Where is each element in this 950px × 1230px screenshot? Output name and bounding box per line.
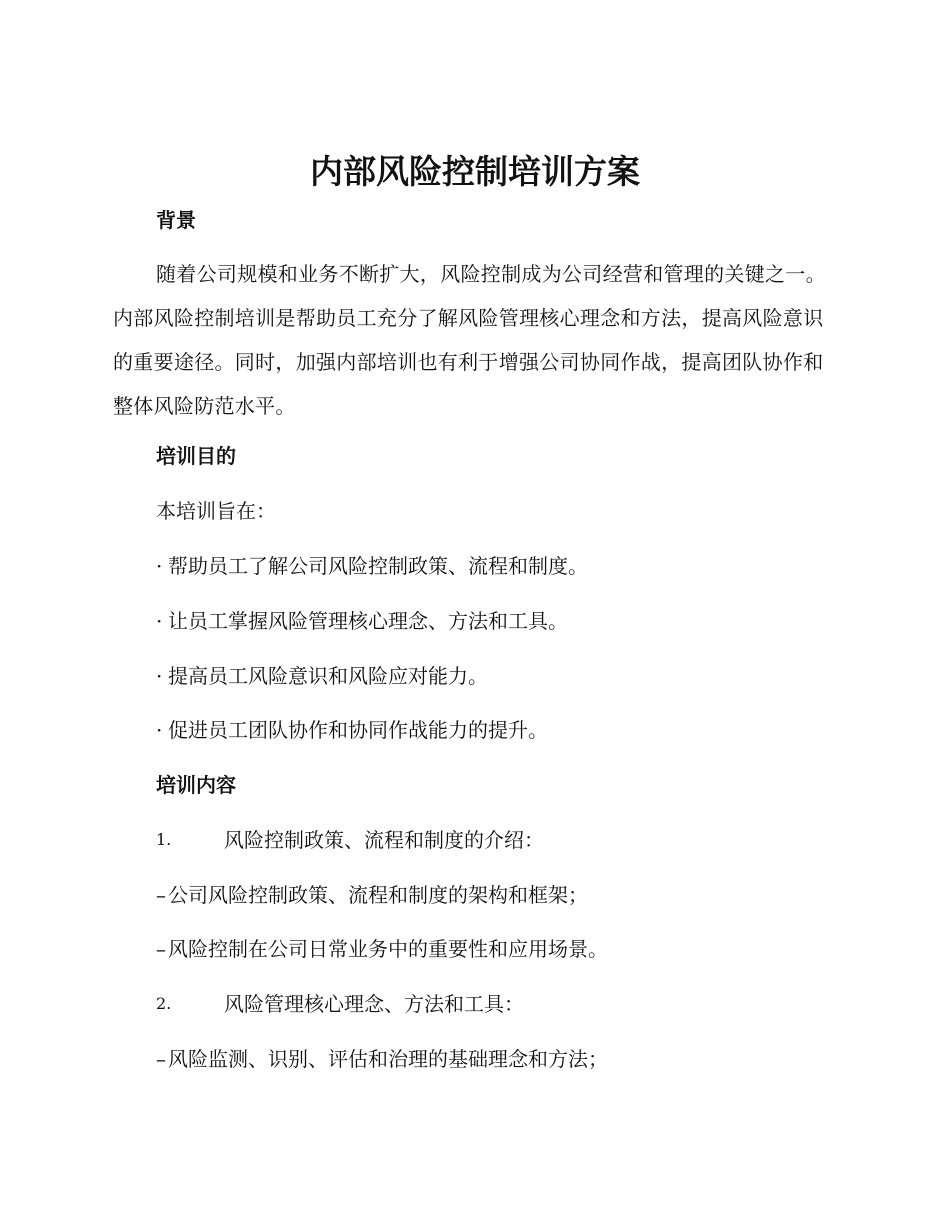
- bullet-icon: ·: [156, 609, 163, 633]
- heading-background: 背景: [156, 208, 196, 232]
- sub-item: [156, 1045, 608, 1073]
- list-item: [156, 552, 588, 580]
- sub-item-text: 公司风险控制政策、流程和制度的架构和框架；: [168, 883, 588, 907]
- bullet-text: 帮助员工了解公司风险控制政策、流程和制度。: [168, 554, 588, 578]
- item-text: 风险控制政策、流程和制度的介绍：: [224, 828, 544, 852]
- background-paragraph: 随着公司规模和业务不断扩大，风险控制成为公司经营和管理的关键之一。内部风险控制培训是帮助员工充分了解风险管理核心理念和方法，提高风险意识的重要途径。同时，加强内部培训也有利于增强公司协同作战，提高团队协作和整体风险防范水平。: [113, 262, 826, 418]
- sub-item-text: 风险监测、识别、评估和治理的基础理念和方法；: [168, 1047, 608, 1071]
- heading-purpose: 培训目的: [156, 444, 236, 468]
- item-number: 1.: [156, 830, 172, 849]
- bullet-text: 促进员工团队协作和协同作战能力的提升。: [168, 718, 548, 742]
- dash-icon: –: [156, 937, 166, 961]
- dash-icon: –: [156, 883, 166, 907]
- list-item: [156, 607, 568, 635]
- heading-content: 培训内容: [156, 773, 236, 797]
- sub-item: [156, 935, 608, 963]
- bullet-icon: ·: [156, 718, 163, 742]
- bullet-icon: ·: [156, 664, 163, 688]
- bullet-text: 让员工掌握风险管理核心理念、方法和工具。: [168, 609, 568, 633]
- list-item: [156, 662, 488, 690]
- sub-item-text: 风险控制在公司日常业务中的重要性和应用场景。: [168, 937, 608, 961]
- document-title: 内部风险控制培训方案: [310, 152, 640, 191]
- item-number: 2.: [156, 994, 172, 1013]
- item-text: 风险管理核心理念、方法和工具：: [224, 992, 524, 1016]
- list-item: [156, 716, 548, 744]
- dash-icon: –: [156, 1047, 166, 1071]
- bullet-text: 提高员工风险意识和风险应对能力。: [168, 664, 488, 688]
- bullet-icon: ·: [156, 554, 163, 578]
- purpose-intro: 本培训旨在：: [156, 499, 276, 523]
- sub-item: [156, 881, 588, 909]
